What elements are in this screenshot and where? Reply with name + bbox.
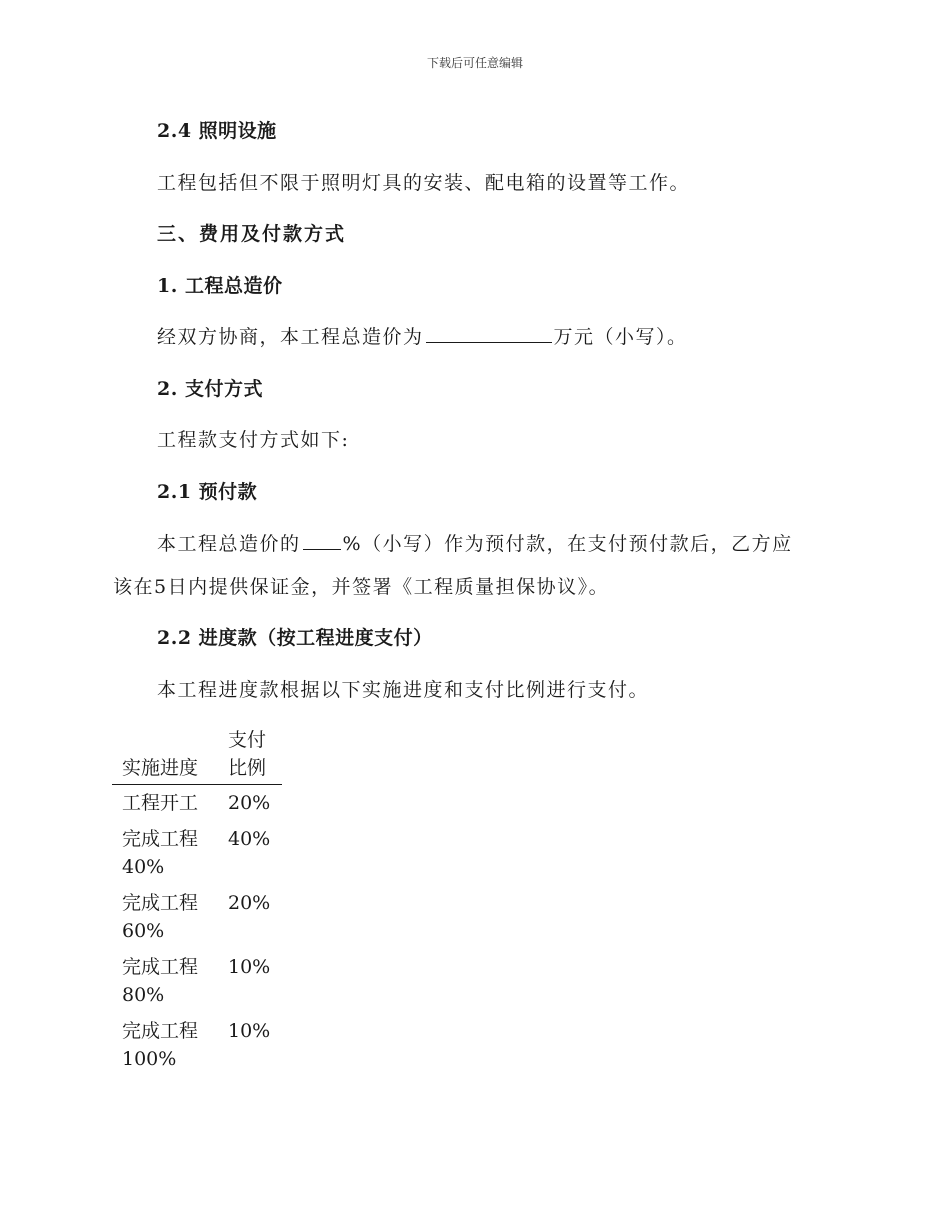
table-cell-progress: 完成工程40% bbox=[122, 828, 199, 878]
total-cost-text-after: 万元（小写）。 bbox=[553, 326, 688, 348]
section-2-text: 工程款支付方式如下: bbox=[157, 429, 350, 451]
table-row bbox=[112, 821, 282, 885]
table-cell-progress: 工程开工 bbox=[122, 792, 199, 814]
table-cell-ratio: 20% bbox=[228, 792, 271, 814]
table-cell-ratio: 20% bbox=[228, 892, 271, 914]
section-2-2-heading: 2.2 进度款（按工程进度支付） bbox=[157, 627, 433, 649]
table-cell-ratio: 40% bbox=[228, 828, 271, 850]
prepayment-line-1 bbox=[157, 529, 793, 556]
table-header-progress: 实施进度 bbox=[112, 726, 218, 785]
section-2-heading: 2. 支付方式 bbox=[157, 378, 263, 400]
section-2-4-heading: 2.4 照明设施 bbox=[157, 120, 277, 142]
table-cell-ratio: 10% bbox=[228, 1020, 271, 1042]
table-row bbox=[112, 785, 282, 822]
table-row bbox=[112, 885, 282, 949]
total-cost-paragraph bbox=[157, 322, 688, 349]
table-cell-progress: 完成工程100% bbox=[122, 1020, 199, 1070]
table-cell-ratio: 10% bbox=[228, 956, 271, 978]
section-2-2-text: 本工程进度款根据以下实施进度和支付比例进行支付。 bbox=[157, 679, 650, 701]
table-row bbox=[112, 949, 282, 1013]
section-1-heading: 1. 工程总造价 bbox=[157, 275, 283, 297]
table-cell-progress: 完成工程80% bbox=[122, 956, 199, 1006]
prepayment-percent-blank[interactable] bbox=[303, 531, 341, 550]
payment-schedule-table bbox=[112, 726, 282, 1077]
total-cost-blank[interactable] bbox=[426, 324, 552, 343]
section-2-1-heading: 2.1 预付款 bbox=[157, 481, 258, 503]
table-cell-progress: 完成工程60% bbox=[122, 892, 199, 942]
total-cost-text-before: 经双方协商，本工程总造价为 bbox=[157, 326, 424, 348]
section-2-4-text: 工程包括但不限于照明灯具的安装、配电箱的设置等工作。 bbox=[157, 172, 691, 194]
prepayment-line-2: 该在5日内提供保证金，并签署《工程质量担保协议》。 bbox=[113, 576, 610, 598]
table-header-row bbox=[112, 726, 282, 785]
table-header-ratio: 支付比例 bbox=[218, 726, 282, 785]
prepayment-text-after: %（小写）作为预付款，在支付预付款后，乙方应 bbox=[342, 533, 793, 555]
prepayment-text-before: 本工程总造价的 bbox=[157, 533, 301, 555]
section-3-heading: 三、费用及付款方式 bbox=[157, 223, 347, 245]
table-row bbox=[112, 1013, 282, 1077]
page-header: 下载后可任意编辑 bbox=[426, 56, 523, 70]
